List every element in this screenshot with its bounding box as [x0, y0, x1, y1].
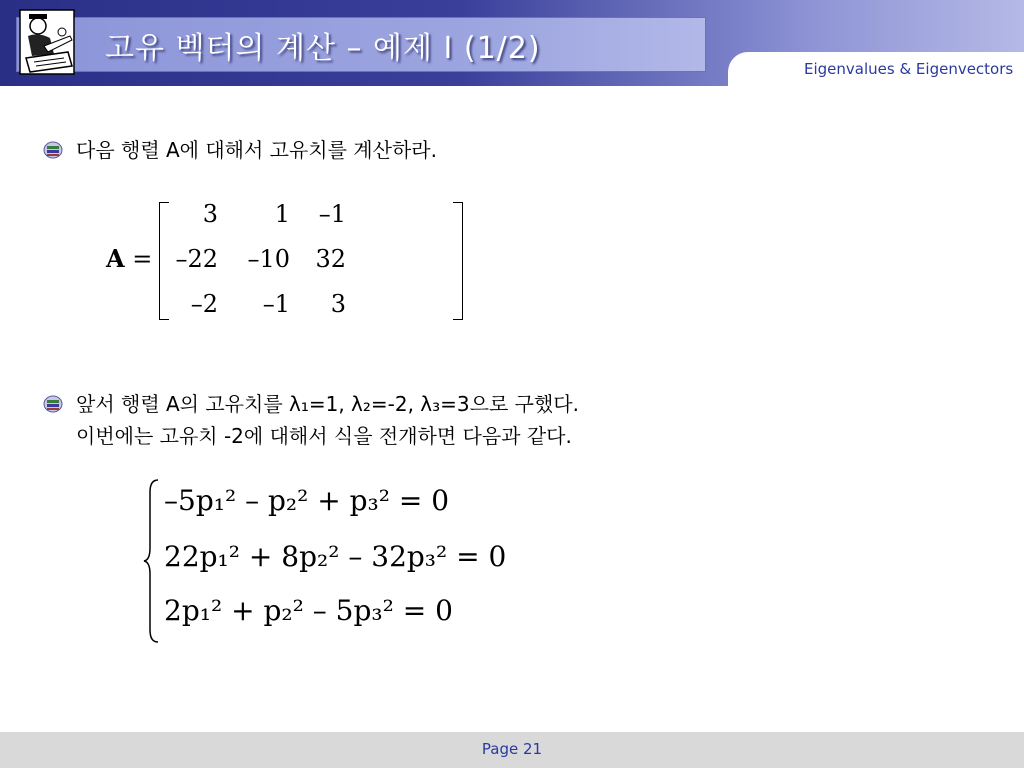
subtitle: Eigenvalues & Eigenvectors — [804, 60, 1014, 78]
equation-3: 2p₁² + p₂² – 5p₃² = 0 — [164, 594, 453, 627]
scholar-reading-icon — [14, 6, 80, 78]
equation-system — [142, 478, 507, 644]
equation-2: 22p₁² + 8p₂² – 32p₃² = 0 — [164, 540, 507, 573]
matrix-right-bracket — [453, 202, 463, 320]
matrix-cell: –1 — [262, 290, 290, 318]
matrix-cell: 3 — [202, 200, 218, 228]
matrix-cell: 32 — [315, 245, 346, 273]
bullet-item-1 — [42, 134, 437, 166]
bullet-item-2 — [42, 388, 579, 452]
bullet-text-2-line1: 앞서 행렬 A의 고유치를 λ₁=1, λ₂=-2, λ₃=3으로 구했다. — [76, 392, 579, 416]
left-brace — [142, 478, 164, 644]
matrix-cell: –22 — [175, 245, 218, 273]
equation-1: –5p₁² – p₂² + p₃² = 0 — [164, 484, 450, 517]
bullet-icon — [42, 394, 64, 414]
matrix-cell: –10 — [247, 245, 290, 273]
matrix-cell: 1 — [274, 200, 290, 228]
matrix-A — [106, 196, 366, 326]
bullet-text-1: 다음 행렬 A에 대해서 고유치를 계산하라. — [76, 138, 437, 162]
matrix-label: A = — [106, 244, 153, 273]
bullet-icon — [42, 140, 64, 160]
matrix-cell: –1 — [318, 200, 346, 228]
page-title: 고유 벡터의 계산 – 예제 I (1/2) — [105, 31, 541, 66]
page-number: Page 21 — [481, 740, 543, 758]
bullet-text-2-line2: 이번에는 고유치 -2에 대해서 식을 전개하면 다음과 같다. — [76, 424, 572, 448]
matrix-cell: –2 — [190, 290, 218, 318]
matrix-cell: 3 — [330, 290, 346, 318]
